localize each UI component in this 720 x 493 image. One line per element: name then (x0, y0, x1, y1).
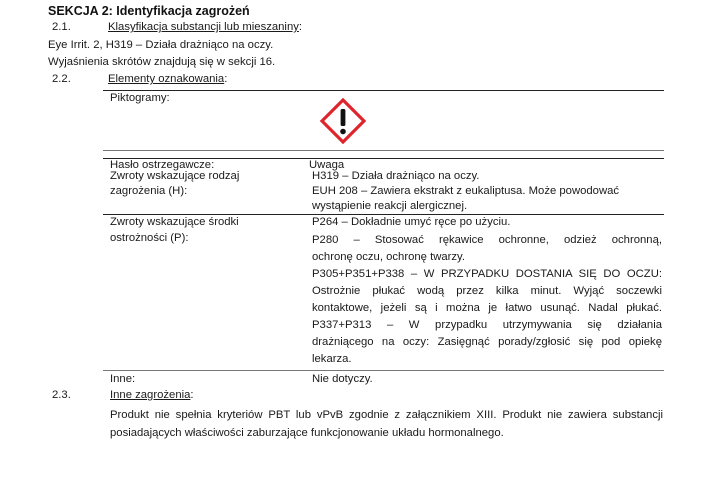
precaution-statement-cont: lekarza. (312, 353, 352, 365)
pictograms-label: Piktogramy: (110, 92, 170, 104)
precaution-statement: P305+P351+P338 – W PRZYPADKU DOSTANIA SIĘ DO OCZU: (312, 268, 662, 280)
section-title: SEKCJA 2: Identyfikacja zagrożeń (48, 4, 250, 18)
signal-word-value: Uwaga (309, 159, 345, 171)
precaution-statement-cont: kontaktowe, jeżeli są i można je łatwo usunąć. Nadal płukać. (312, 302, 662, 314)
heading-text: Klasyfikacja substancji lub mieszaniny (108, 21, 299, 33)
other-hazards-paragraph: Produkt nie spełnia kryteriów PBT lub vPvB zgodnie z załącznikiem XIII. Produkt nie zawiera substancji posiadających właściwości zaburzające funkcjonowanie układu hormonalnego. (110, 409, 663, 439)
other-value: Nie dotyczy. (312, 373, 373, 385)
precaution-statement: P264 – Dokładnie umyć ręce po użyciu. (312, 216, 511, 228)
hazard-statement-cont: wystąpienie reakcji alergicznej. (312, 200, 468, 212)
hazard-label-line: zagrożenia (H): (110, 185, 188, 197)
hazard-statement: H319 – Działa drażniąco na oczy. (312, 170, 480, 182)
heading-text: Elementy oznakowania (108, 73, 225, 85)
heading-text: Inne zagrożenia (110, 389, 191, 401)
subsection-heading-2-2 (108, 73, 227, 85)
precaution-statement-cont: ochronę oczu, ochronę twarzy. (312, 251, 466, 263)
subsection-heading-2-3 (110, 389, 194, 401)
precaution-label-line: Zwroty wskazujące środki (110, 216, 239, 228)
subsection-number-2-2: 2.2. (52, 73, 71, 85)
precaution-statement: P337+P313 – W przypadku utrzymywania się działania (312, 319, 662, 331)
table-rule-hazard (103, 214, 664, 215)
heading-colon: : (224, 73, 228, 85)
precaution-statement-cont: drażniącego na oczy: Zasięgnąć porady/zgłosić się pod opiekę (312, 336, 662, 348)
subsection-heading-2-1 (108, 21, 302, 33)
hazard-label-line: Zwroty wskazujące rodzaj (110, 170, 240, 182)
signal-word-label: Hasło ostrzegawcze: (110, 159, 215, 171)
precaution-statement-cont: Ostrożnie płukać wodą przez kilka minut. Wyjąć soczewki (312, 285, 662, 297)
table-rule-pictograms (103, 150, 664, 151)
precaution-statement: P280 – Stosować rękawice ochronne, odzież ochronną, (312, 234, 662, 246)
abbreviations-note: Wyjaśnienia skrótów znajdują się w sekcji 16. (48, 56, 276, 68)
heading-colon: : (298, 21, 303, 33)
table-top-rule (103, 90, 664, 91)
precaution-label-line: ostrożności (P): (110, 232, 189, 244)
heading-colon: : (190, 389, 194, 401)
hazard-statement: EUH 208 – Zawiera ekstrakt z eukaliptusa. Może powodować (312, 185, 620, 197)
subsection-number-2-1: 2.1. (52, 21, 71, 33)
ghs07-exclamation-mark-icon (320, 98, 366, 144)
classification-line: Eye Irrit. 2, H319 – Działa drażniąco na oczy. (48, 39, 274, 51)
other-label: Inne: (110, 373, 136, 385)
subsection-number-2-3: 2.3. (52, 389, 71, 401)
table-rule-precaution (103, 370, 664, 371)
